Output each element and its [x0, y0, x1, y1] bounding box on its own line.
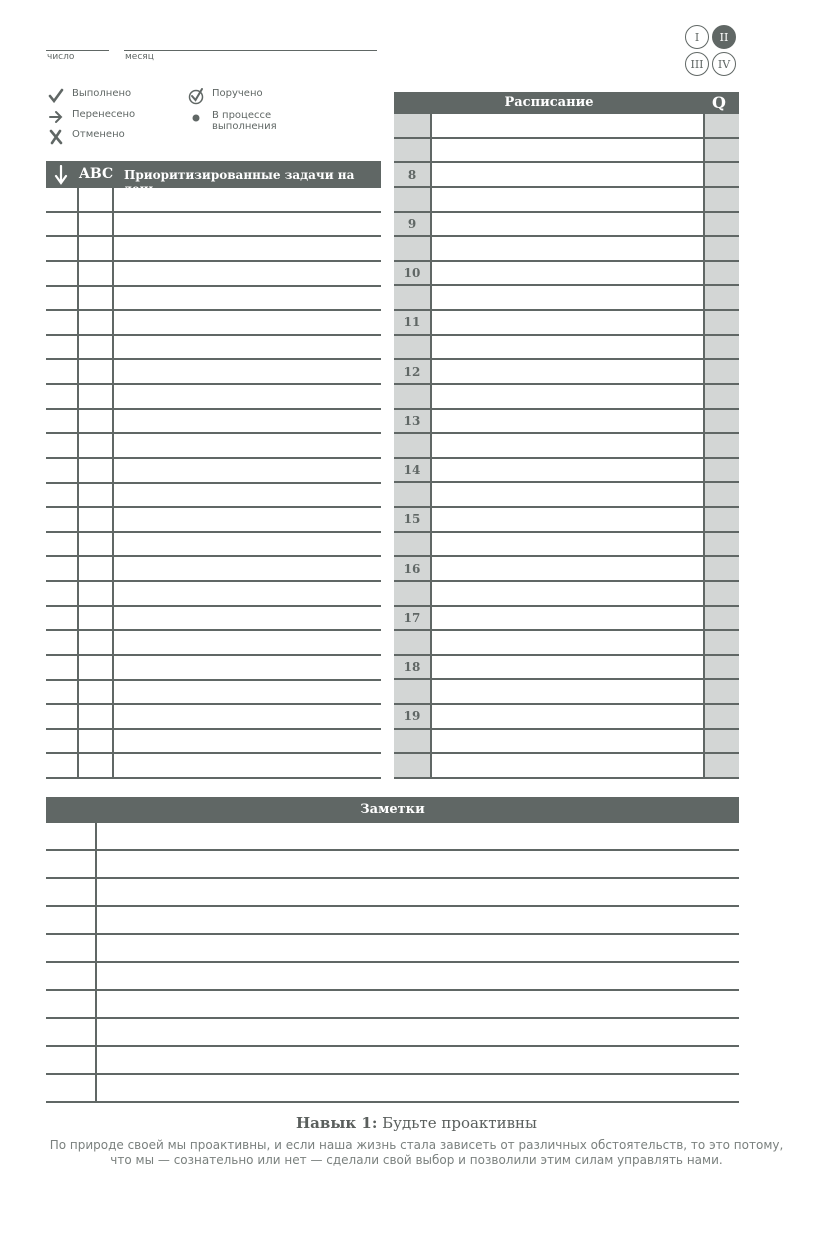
- task-row-line: [46, 703, 381, 705]
- circle-check-icon: [186, 88, 206, 104]
- task-row-line: [46, 728, 381, 730]
- day-field[interactable]: [46, 36, 109, 51]
- quadrant-3-circle[interactable]: III: [685, 52, 709, 76]
- task-row-line: [46, 334, 381, 336]
- hour-label: 12: [403, 364, 421, 379]
- schedule-title: Расписание: [504, 95, 594, 110]
- notes-row-line: [46, 1073, 739, 1075]
- schedule-row-line: [394, 654, 739, 656]
- task-row-line: [46, 752, 381, 754]
- schedule-row-line: [394, 260, 739, 262]
- notes-row-line: [46, 1017, 739, 1019]
- task-row-line: [46, 211, 381, 213]
- notes-row-line: [46, 961, 739, 963]
- task-row-line: [46, 358, 381, 360]
- notes-row-line: [46, 1045, 739, 1047]
- cross-icon: [46, 129, 66, 145]
- notes-area[interactable]: [46, 823, 739, 1103]
- schedule-header: [394, 92, 739, 114]
- notes-row-line: [46, 933, 739, 935]
- task-row-line: [46, 629, 381, 631]
- legend-cancelled-label: Отменено: [72, 129, 125, 140]
- schedule-row-line: [394, 555, 739, 557]
- quadrant-1-circle[interactable]: I: [685, 25, 709, 49]
- skill-name: Будьте проактивны: [377, 1114, 537, 1132]
- tasks-divider-2: [112, 188, 114, 779]
- task-row-line: [46, 285, 381, 287]
- arrow-down-icon: [54, 165, 68, 189]
- abc-label: ABC: [79, 166, 114, 182]
- checkmark-icon: [46, 88, 66, 104]
- schedule-row-line: [394, 777, 739, 779]
- hour-label: 10: [403, 266, 421, 281]
- day-label: число: [47, 52, 75, 62]
- task-row-line: [46, 777, 381, 779]
- schedule-row-line: [394, 358, 739, 360]
- task-row-line: [46, 482, 381, 484]
- schedule-row-line: [394, 580, 739, 582]
- tasks-table: [46, 188, 381, 779]
- task-row-line: [46, 260, 381, 262]
- schedule-row-line: [394, 408, 739, 410]
- schedule-row-line: [394, 235, 739, 237]
- task-row-line: [46, 506, 381, 508]
- schedule-row-line: [394, 457, 739, 459]
- task-row-line: [46, 679, 381, 681]
- schedule-row-line: [394, 531, 739, 533]
- schedule-row-line: [394, 161, 739, 163]
- legend-in-progress-label: В процессе выполнения: [212, 110, 277, 132]
- month-label: месяц: [125, 52, 154, 62]
- task-row-line: [46, 408, 381, 410]
- quadrant-4-circle[interactable]: IV: [712, 52, 736, 76]
- schedule-row-line: [394, 678, 739, 680]
- schedule-row-line: [394, 703, 739, 705]
- hour-label: 15: [403, 512, 421, 527]
- hour-label: 8: [407, 167, 417, 182]
- notes-header: [46, 797, 739, 823]
- notes-row-line: [46, 905, 739, 907]
- schedule-row-line: [394, 752, 739, 754]
- skill-label: Навык 1:: [296, 1114, 378, 1132]
- skill-title: [0, 1114, 833, 1132]
- hour-label: 19: [403, 709, 421, 724]
- task-row-line: [46, 580, 381, 582]
- task-row-line: [46, 235, 381, 237]
- hour-label: 18: [403, 660, 421, 675]
- skill-quote: По природе своей мы проактивны, и если наша жизнь стала зависеть от различных обстоятельств, то это потому, что мы — сознательно или нет — сделали свой выбор и позволили этим силам управлять нами.: [49, 1138, 784, 1167]
- q-label: Q: [712, 93, 726, 112]
- schedule-row-line: [394, 211, 739, 213]
- tasks-title: Приоритизированные задачи на день: [124, 168, 355, 196]
- legend-cancelled: [46, 129, 125, 145]
- legend-delegated: [186, 88, 263, 104]
- month-field[interactable]: [124, 36, 377, 51]
- schedule-row-line: [394, 605, 739, 607]
- schedule-row-line: [394, 137, 739, 139]
- task-row-line: [46, 654, 381, 656]
- task-row-line: [46, 457, 381, 459]
- tasks-divider-1: [77, 188, 79, 779]
- notes-row-line: [46, 1101, 739, 1103]
- notes-margin-line: [95, 823, 97, 1103]
- schedule-grid: [394, 114, 739, 779]
- schedule-row-line: [394, 481, 739, 483]
- notes-row-line: [46, 989, 739, 991]
- schedule-row-line: [394, 284, 739, 286]
- hour-label: 16: [403, 561, 421, 576]
- hour-label: 9: [407, 216, 417, 231]
- legend-moved-label: Перенесено: [72, 109, 136, 120]
- task-row-line: [46, 605, 381, 607]
- schedule-row-line: [394, 309, 739, 311]
- task-row-line: [46, 555, 381, 557]
- legend-done-label: Выполнено: [72, 88, 132, 99]
- notes-title: Заметки: [360, 802, 425, 817]
- task-row-line: [46, 432, 381, 434]
- legend-in-progress: [186, 110, 277, 132]
- schedule-row-line: [394, 629, 739, 631]
- hour-label: 17: [403, 610, 421, 625]
- notes-row-line: [46, 849, 739, 851]
- legend-done: [46, 88, 131, 104]
- schedule-row-line: [394, 383, 739, 385]
- schedule-row-line: [394, 186, 739, 188]
- legend-delegated-label: Поручено: [212, 88, 263, 99]
- legend-moved: [46, 109, 135, 125]
- arrow-right-icon: [46, 109, 66, 125]
- quadrant-2-circle[interactable]: II: [712, 25, 736, 49]
- hour-label: 11: [403, 315, 421, 330]
- hour-label: 13: [403, 413, 421, 428]
- task-row-line: [46, 531, 381, 533]
- schedule-row-line: [394, 432, 739, 434]
- hour-label: 14: [403, 463, 421, 478]
- schedule-row-line: [394, 334, 739, 336]
- schedule-row-line: [394, 506, 739, 508]
- task-row-line: [46, 383, 381, 385]
- tasks-header: [46, 161, 381, 196]
- task-row-line: [46, 309, 381, 311]
- schedule-row-line: [394, 728, 739, 730]
- notes-row-line: [46, 877, 739, 879]
- dot-icon: [186, 110, 206, 126]
